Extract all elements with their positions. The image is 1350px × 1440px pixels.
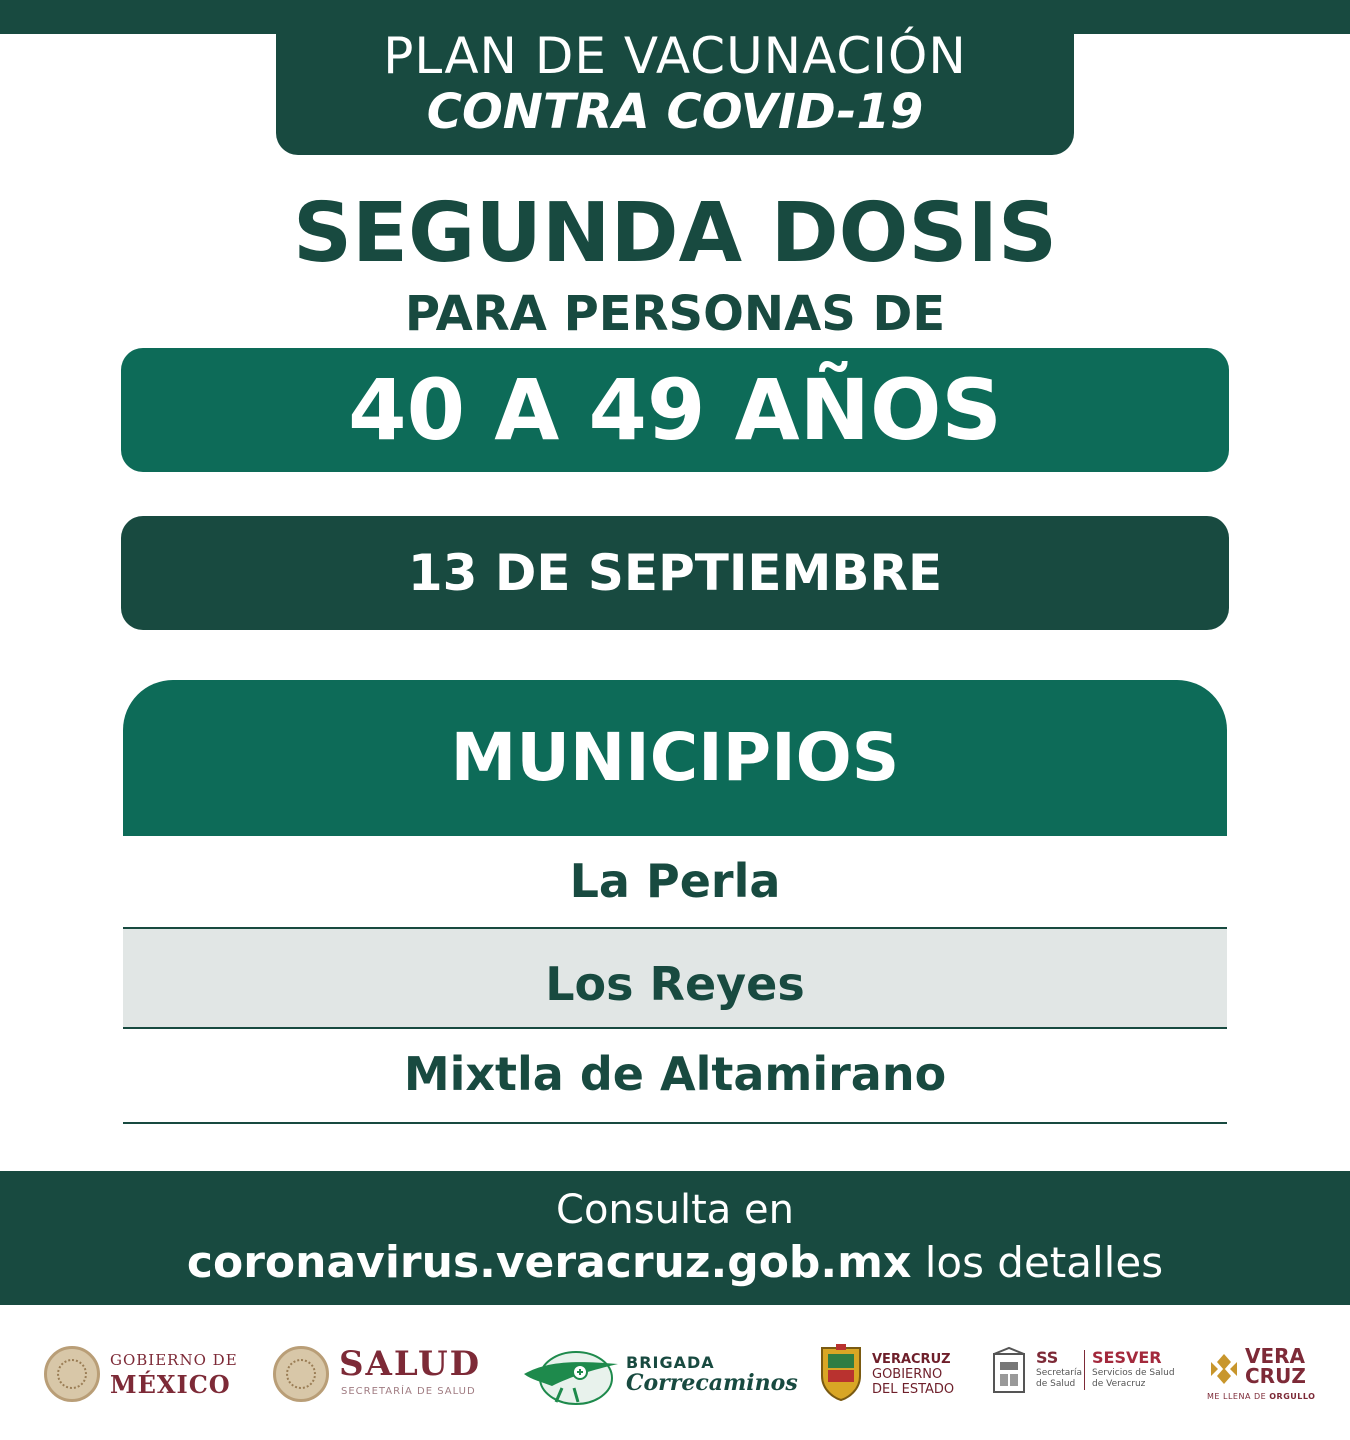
municipios-heading: MUNICIPIOS [123, 680, 1227, 836]
municipios-list [123, 836, 1227, 1124]
logo-gobierno-mexico: GOBIERNO DE MÉXICO [44, 1318, 244, 1428]
list-item: Mixtla de Altamirano [123, 1029, 1227, 1124]
footer-url-line [0, 1235, 1350, 1291]
logo-strip [0, 1318, 1350, 1428]
logo-divider [1084, 1350, 1085, 1390]
date-box: 13 DE SEPTIEMBRE [121, 516, 1229, 630]
footer-banner [0, 1171, 1350, 1305]
list-item: Los Reyes [123, 929, 1227, 1029]
logo-veracruz-gobierno: VERACRUZ GOBIERNO DEL ESTADO [818, 1318, 968, 1428]
logo-salud: SALUD SECRETARÍA DE SALUD [273, 1318, 488, 1428]
national-seal-icon [44, 1346, 100, 1402]
orgullo-tagline: ME LLENA DE ORGULLO [1207, 1392, 1316, 1401]
ss-shield-icon [990, 1346, 1028, 1396]
website-link[interactable]: coronavirus.veracruz.gob.mx [186, 1237, 912, 1288]
logo-veracruz-orgullo: VERA CRUZ ME LLENA DE ORGULLO [1207, 1344, 1316, 1401]
header-banner [276, 0, 1074, 155]
list-item: La Perla [123, 836, 1227, 929]
dose-subtitle: PARA PERSONAS DE [404, 286, 946, 342]
header-subtitle: CONTRA COVID-19 [426, 84, 924, 140]
age-range-box: 40 A 49 AÑOS [121, 348, 1229, 472]
logo-ss-sesver: SS Secretaría de Salud SESVER Servicios de Salud de Veracruz [990, 1318, 1175, 1428]
veracruz-shield-icon [818, 1342, 864, 1402]
pattern-icon [1207, 1352, 1241, 1386]
header-title: PLAN DE VACUNACIÓN [383, 27, 967, 85]
national-seal-icon [273, 1346, 329, 1402]
footer-suffix: los detalles [911, 1238, 1164, 1287]
roadrunner-icon [522, 1340, 622, 1410]
footer-consulta: Consulta en [556, 1187, 794, 1233]
logo-brigada-correcaminos: BRIGADA Correcaminos [522, 1318, 787, 1428]
dose-title: SEGUNDA DOSIS [292, 186, 1058, 281]
